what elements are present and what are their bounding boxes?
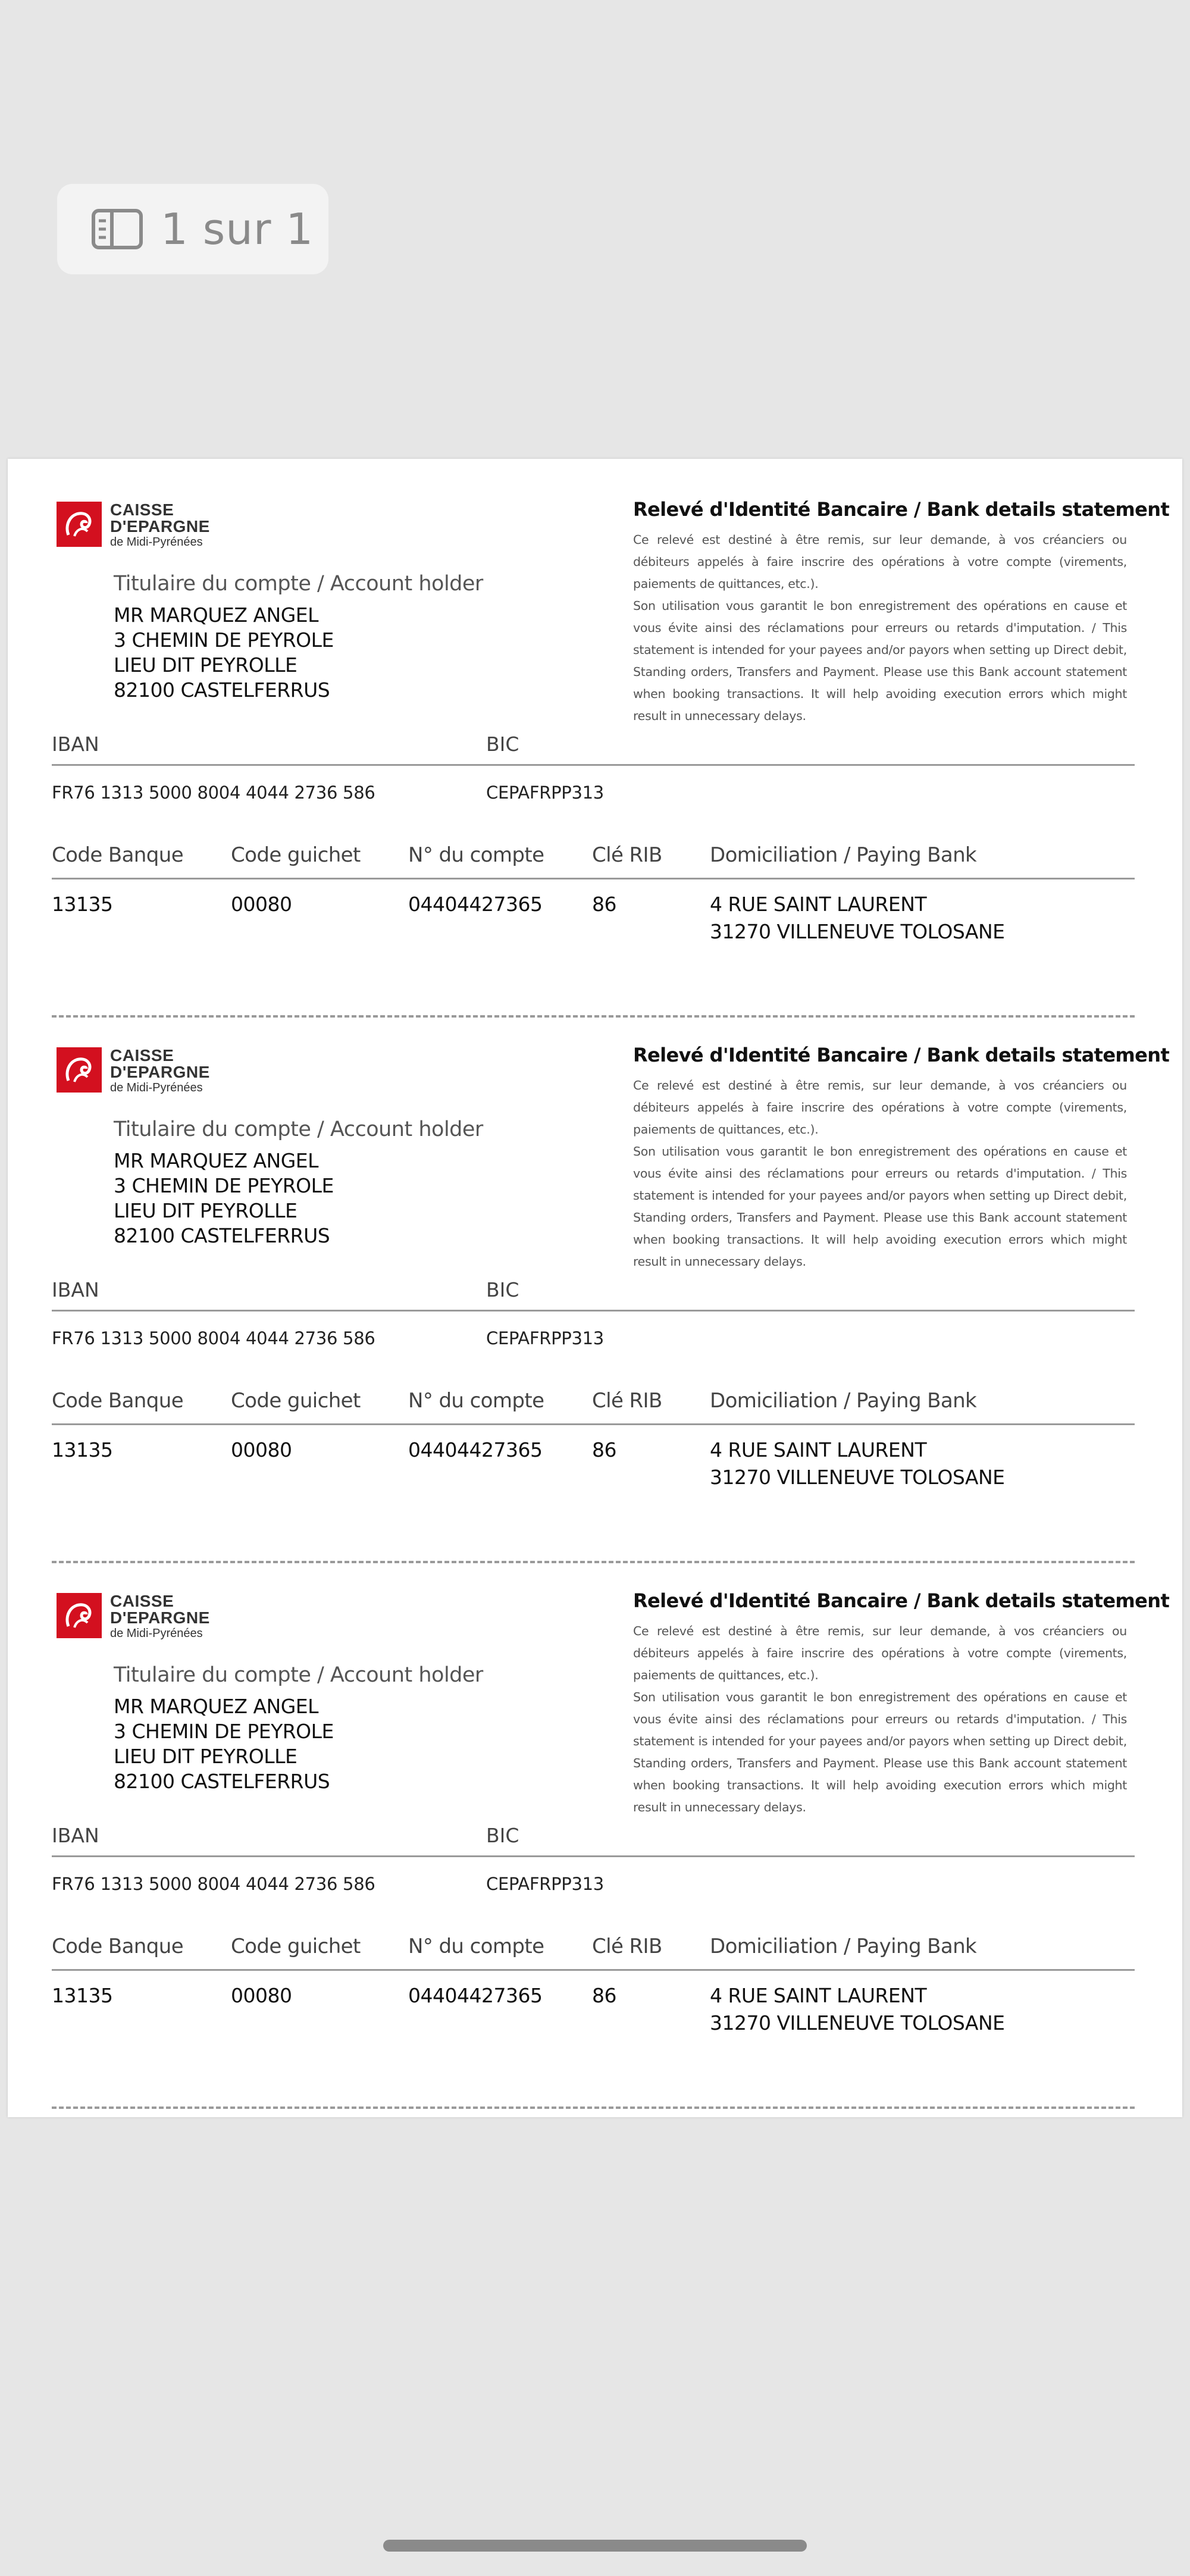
bic-label: BIC bbox=[486, 1824, 519, 1847]
holder-address3: 82100 CASTELFERRUS bbox=[114, 1224, 330, 1247]
statement-paragraph2: Son utilisation vous garantit le bon enregistrement des opérations en cause et vous évite ainsi des réclamations pour erreurs ou retards d'imputation. / This statement is intended for your payees and/or payors when setting up Direct debit, Standing orders, Transfers and Payment. Please use this Bank account statement when booking transactions. It will help avoiding execution errors which might result in unnecessary delays. bbox=[633, 599, 1127, 723]
holder-address3: 82100 CASTELFERRUS bbox=[114, 1770, 330, 1793]
divider bbox=[52, 1969, 1135, 1971]
account-holder bbox=[114, 1118, 483, 1248]
squirrel-logo-icon bbox=[57, 1047, 102, 1093]
holder-address3: 82100 CASTELFERRUS bbox=[114, 678, 330, 702]
rib-key-value: 86 bbox=[592, 893, 616, 916]
divider bbox=[52, 1423, 1135, 1425]
divider bbox=[52, 764, 1135, 766]
statement-title: Relevé d'Identité Bancaire / Bank details statement bbox=[633, 1044, 1170, 1066]
iban-value: FR76 1313 5000 8004 4044 2736 586 bbox=[52, 1874, 375, 1894]
bank-code-header: Code Banque bbox=[52, 843, 184, 867]
home-indicator[interactable] bbox=[383, 2540, 807, 2552]
divider bbox=[52, 1310, 1135, 1312]
logo-line1: CAISSE bbox=[110, 500, 174, 519]
holder-address1: 3 CHEMIN DE PEYROLE bbox=[114, 1720, 334, 1743]
domiciliation-line2: 31270 VILLENEUVE TOLOSANE bbox=[710, 920, 1005, 943]
domiciliation-line1: 4 RUE SAINT LAURENT bbox=[710, 1438, 927, 1461]
domiciliation-line2: 31270 VILLENEUVE TOLOSANE bbox=[710, 2011, 1005, 2034]
holder-label: Titulaire du compte / Account holder bbox=[114, 1663, 483, 1687]
domiciliation-line2: 31270 VILLENEUVE TOLOSANE bbox=[710, 1466, 1005, 1489]
squirrel-logo-icon bbox=[57, 502, 102, 547]
account-holder bbox=[114, 1663, 483, 1794]
holder-address2: LIEU DIT PEYROLLE bbox=[114, 1199, 298, 1222]
rib-key-value: 86 bbox=[592, 1984, 616, 2007]
account-number-value: 04404427365 bbox=[408, 893, 543, 916]
bank-logo bbox=[57, 1047, 210, 1094]
bank-logo bbox=[57, 502, 210, 548]
iban-label: IBAN bbox=[52, 733, 99, 756]
rib-block bbox=[8, 459, 1182, 1005]
holder-address2: LIEU DIT PEYROLLE bbox=[114, 1745, 298, 1768]
statement-title: Relevé d'Identité Bancaire / Bank details statement bbox=[633, 1589, 1170, 1612]
bic-value: CEPAFRPP313 bbox=[486, 782, 604, 803]
rib-key-header: Clé RIB bbox=[592, 1935, 662, 1958]
sidebar-pages-icon bbox=[92, 209, 143, 249]
rib-key-value: 86 bbox=[592, 1438, 616, 1461]
bank-code-value: 13135 bbox=[52, 1438, 113, 1461]
iban-value: FR76 1313 5000 8004 4044 2736 586 bbox=[52, 782, 375, 803]
logo-line1: CAISSE bbox=[110, 1046, 174, 1065]
branch-code-value: 00080 bbox=[231, 893, 292, 916]
branch-code-header: Code guichet bbox=[231, 1389, 361, 1413]
iban-value: FR76 1313 5000 8004 4044 2736 586 bbox=[52, 1328, 375, 1348]
domiciliation-header: Domiciliation / Paying Bank bbox=[710, 1389, 977, 1413]
bank-logo bbox=[57, 1593, 210, 1639]
account-holder bbox=[114, 572, 483, 703]
squirrel-logo-icon bbox=[57, 1593, 102, 1638]
bank-code-header: Code Banque bbox=[52, 1389, 184, 1413]
statement-paragraph1: Ce relevé est destiné à être remis, sur leur demande, à vos créanciers ou débiteurs appelés à faire inscrire des opérations à votre compte (virements, paiements de quittances, etc.). bbox=[633, 1078, 1127, 1137]
logo-line2: D'EPARGNE bbox=[110, 1063, 210, 1081]
bic-label: BIC bbox=[486, 733, 519, 756]
statement-paragraph2: Son utilisation vous garantit le bon enregistrement des opérations en cause et vous évite ainsi des réclamations pour erreurs ou retards d'imputation. / This statement is intended for your payees and/or payors when setting up Direct debit, Standing orders, Transfers and Payment. Please use this Bank account statement when booking transactions. It will help avoiding execution errors which might result in unnecessary delays. bbox=[633, 1144, 1127, 1269]
logo-line2: D'EPARGNE bbox=[110, 1608, 210, 1627]
bank-code-value: 13135 bbox=[52, 893, 113, 916]
domiciliation-value bbox=[710, 1982, 1005, 2037]
logo-line3: de Midi-Pyrénées bbox=[110, 1081, 203, 1094]
bic-value: CEPAFRPP313 bbox=[486, 1874, 604, 1894]
bank-code-header: Code Banque bbox=[52, 1935, 184, 1958]
bic-label: BIC bbox=[486, 1278, 519, 1301]
statement-paragraph1: Ce relevé est destiné à être remis, sur leur demande, à vos créanciers ou débiteurs appelés à faire inscrire des opérations à votre compte (virements, paiements de quittances, etc.). bbox=[633, 1624, 1127, 1682]
holder-address2: LIEU DIT PEYROLLE bbox=[114, 653, 298, 677]
statement-title: Relevé d'Identité Bancaire / Bank details statement bbox=[633, 498, 1170, 521]
divider bbox=[52, 1855, 1135, 1857]
logo-line2: D'EPARGNE bbox=[110, 517, 210, 536]
branch-code-value: 00080 bbox=[231, 1438, 292, 1461]
account-number-header: N° du compte bbox=[408, 843, 544, 867]
holder-name: MR MARQUEZ ANGEL bbox=[114, 1695, 319, 1718]
account-number-value: 04404427365 bbox=[408, 1984, 543, 2007]
account-number-header: N° du compte bbox=[408, 1389, 544, 1413]
rib-block bbox=[8, 1550, 1182, 2096]
domiciliation-value bbox=[710, 891, 1005, 946]
document-page bbox=[8, 459, 1182, 2117]
iban-label: IBAN bbox=[52, 1824, 99, 1847]
holder-label: Titulaire du compte / Account holder bbox=[114, 1118, 483, 1141]
logo-line1: CAISSE bbox=[110, 1592, 174, 1610]
statement-text bbox=[633, 1075, 1127, 1273]
page-indicator-label: 1 sur 1 bbox=[161, 204, 314, 254]
page-indicator[interactable] bbox=[57, 184, 328, 274]
bank-code-value: 13135 bbox=[52, 1984, 113, 2007]
holder-name: MR MARQUEZ ANGEL bbox=[114, 603, 319, 627]
logo-line3: de Midi-Pyrénées bbox=[110, 1627, 203, 1640]
domiciliation-line1: 4 RUE SAINT LAURENT bbox=[710, 1984, 927, 2007]
domiciliation-header: Domiciliation / Paying Bank bbox=[710, 843, 977, 867]
account-number-value: 04404427365 bbox=[408, 1438, 543, 1461]
rib-key-header: Clé RIB bbox=[592, 843, 662, 867]
rib-key-header: Clé RIB bbox=[592, 1389, 662, 1413]
holder-name: MR MARQUEZ ANGEL bbox=[114, 1149, 319, 1172]
rib-block bbox=[8, 1004, 1182, 1551]
holder-address1: 3 CHEMIN DE PEYROLE bbox=[114, 1174, 334, 1197]
account-number-header: N° du compte bbox=[408, 1935, 544, 1958]
domiciliation-header: Domiciliation / Paying Bank bbox=[710, 1935, 977, 1958]
domiciliation-line1: 4 RUE SAINT LAURENT bbox=[710, 893, 927, 916]
logo-line3: de Midi-Pyrénées bbox=[110, 536, 203, 549]
statement-paragraph2: Son utilisation vous garantit le bon enregistrement des opérations en cause et vous évite ainsi des réclamations pour erreurs ou retards d'imputation. / This statement is intended for your payees and/or payors when setting up Direct debit, Standing orders, Transfers and Payment. Please use this Bank account statement when booking transactions. It will help avoiding execution errors which might result in unnecessary delays. bbox=[633, 1690, 1127, 1814]
bic-value: CEPAFRPP313 bbox=[486, 1328, 604, 1348]
holder-address1: 3 CHEMIN DE PEYROLE bbox=[114, 628, 334, 652]
iban-label: IBAN bbox=[52, 1278, 99, 1301]
statement-text bbox=[633, 1620, 1127, 1818]
branch-code-header: Code guichet bbox=[231, 1935, 361, 1958]
domiciliation-value bbox=[710, 1436, 1005, 1491]
statement-text bbox=[633, 529, 1127, 727]
holder-label: Titulaire du compte / Account holder bbox=[114, 572, 483, 596]
cut-line bbox=[52, 2107, 1135, 2109]
branch-code-value: 00080 bbox=[231, 1984, 292, 2007]
branch-code-header: Code guichet bbox=[231, 843, 361, 867]
statement-paragraph1: Ce relevé est destiné à être remis, sur leur demande, à vos créanciers ou débiteurs appelés à faire inscrire des opérations à votre compte (virements, paiements de quittances, etc.). bbox=[633, 533, 1127, 591]
divider bbox=[52, 878, 1135, 879]
